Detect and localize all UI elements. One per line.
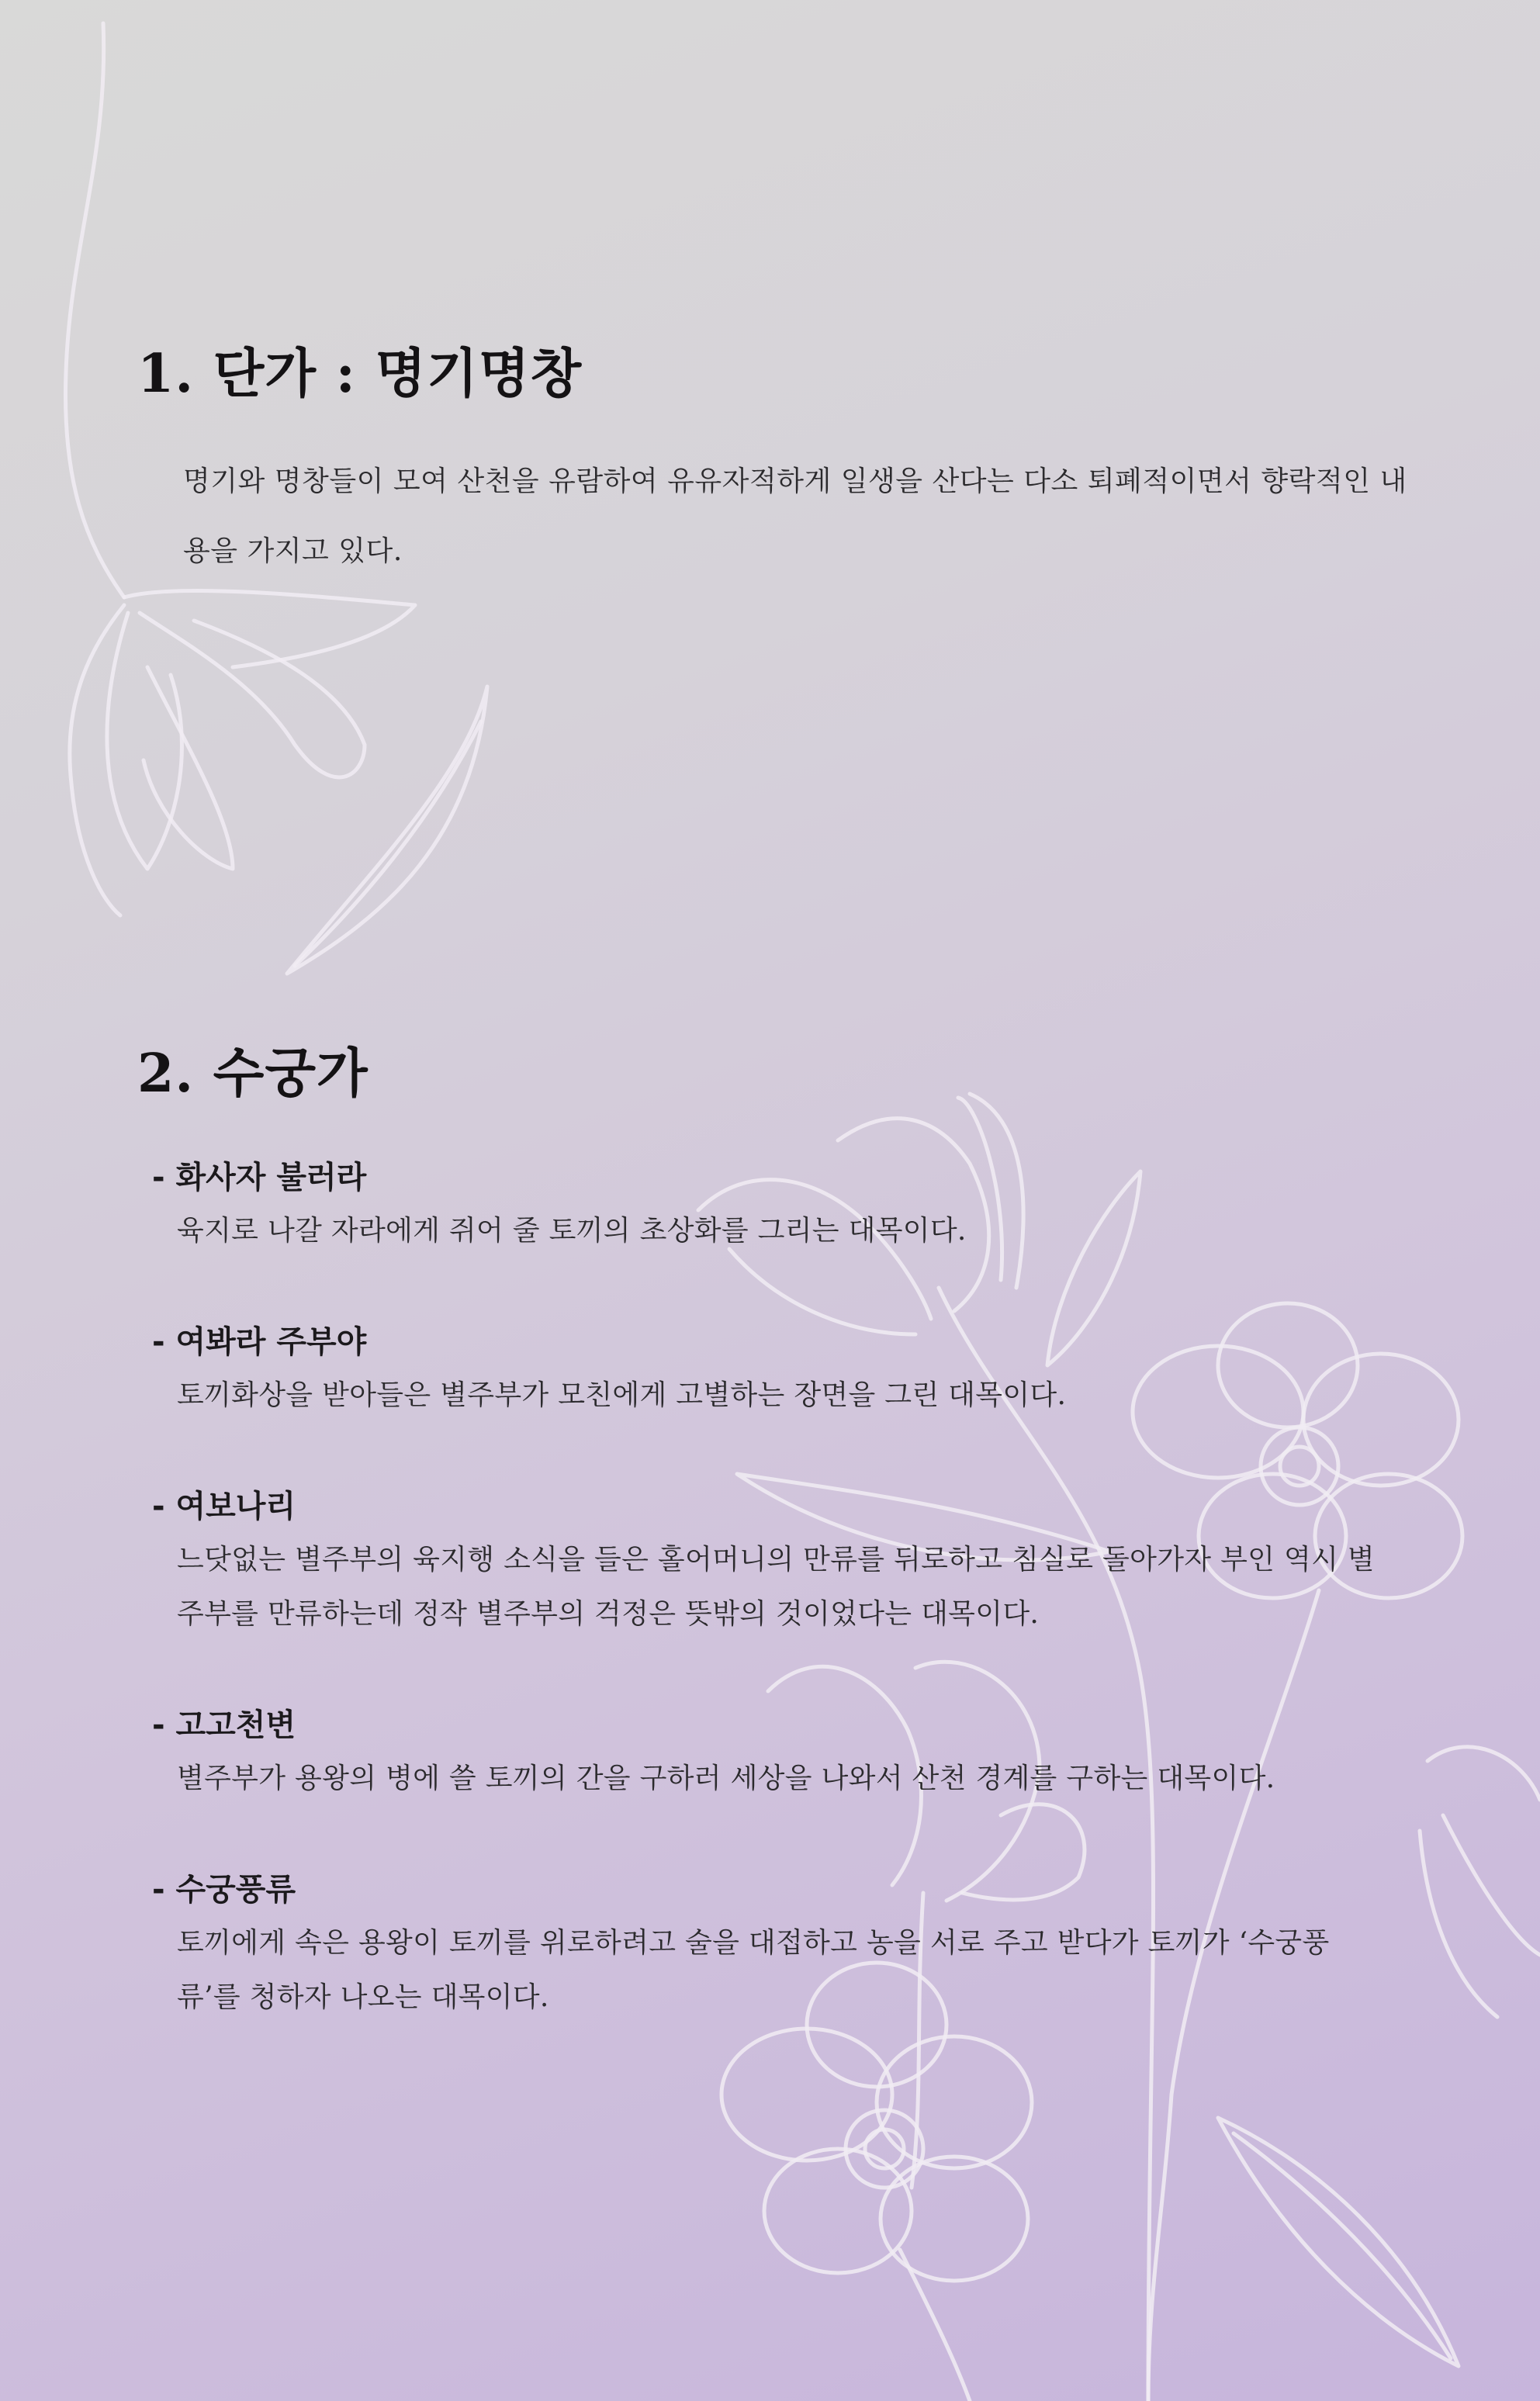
flower-center (1280, 1447, 1319, 1486)
list-item (152, 1319, 1471, 1423)
item-description: 토끼화상을 받아들은 별주부가 모친에게 고별하는 장면을 그린 대목이다. (177, 1379, 1067, 1411)
flower-petal (722, 2029, 892, 2161)
flower-petal (124, 590, 415, 667)
section2-heading: 2. 수궁가 (137, 1043, 369, 1105)
flower-petal (107, 613, 182, 869)
item-title: - 고고천변 (152, 1707, 296, 1743)
flower-petal (881, 2157, 1028, 2281)
leaf (287, 687, 487, 974)
flower-petal (877, 2036, 1032, 2168)
flower-petal (764, 2149, 912, 2273)
item-title: - 화사자 불러라 (152, 1160, 367, 1195)
section1-heading: 1. 단가 : 명기명창 (137, 343, 583, 405)
flower-petal (140, 613, 365, 777)
item-title: - 여봐라 주부야 (152, 1324, 367, 1360)
leaf-vein (295, 721, 481, 966)
item-title: - 여보나리 (152, 1489, 296, 1524)
list-item (152, 1154, 1471, 1258)
list-item (152, 1702, 1471, 1806)
flower-petal (144, 667, 233, 869)
section1-paragraph: 명기와 명창들이 모여 산천을 유람하여 유유자적하게 일생을 산다는 다소 퇴폐적이면서 향락적인 내용을 가지고 있다. (183, 465, 1407, 567)
flower-stem-main (939, 1288, 1154, 2401)
list-item (152, 1483, 1471, 1642)
item-description: 별주부가 용왕의 병에 쓸 토끼의 간을 구하러 세상을 나와서 산천 경계를 구하는 대목이다. (177, 1763, 1275, 1794)
list-item (152, 1866, 1471, 2025)
leaf (1218, 2118, 1459, 2366)
leaf-vein (1234, 2133, 1451, 2358)
flower-stem (900, 2250, 970, 2401)
flower-stem-top-left (65, 23, 124, 597)
flower-center (865, 2129, 904, 2168)
item-description: 토끼에게 속은 용왕이 토끼를 위로하려고 술을 대접하고 농을 서로 주고 받다가 토끼가 ‘수궁풍류’를 청하자 나오는 대목이다. (177, 1927, 1330, 2013)
item-description: 느닷없는 별주부의 육지행 소식을 들은 홀어머니의 만류를 뒤로하고 침실로 돌아가자 부인 역시 별주부를 만류하는데 정작 별주부의 걱정은 뜻밖의 것이었다는 대목이다. (177, 1544, 1375, 1630)
flower-center (846, 2110, 923, 2188)
item-title: - 수궁풍류 (152, 1872, 296, 1908)
flower-petal (70, 605, 124, 915)
item-description: 육지로 나갈 자라에게 쥐어 줄 토끼의 초상화를 그리는 대목이다. (177, 1215, 967, 1247)
